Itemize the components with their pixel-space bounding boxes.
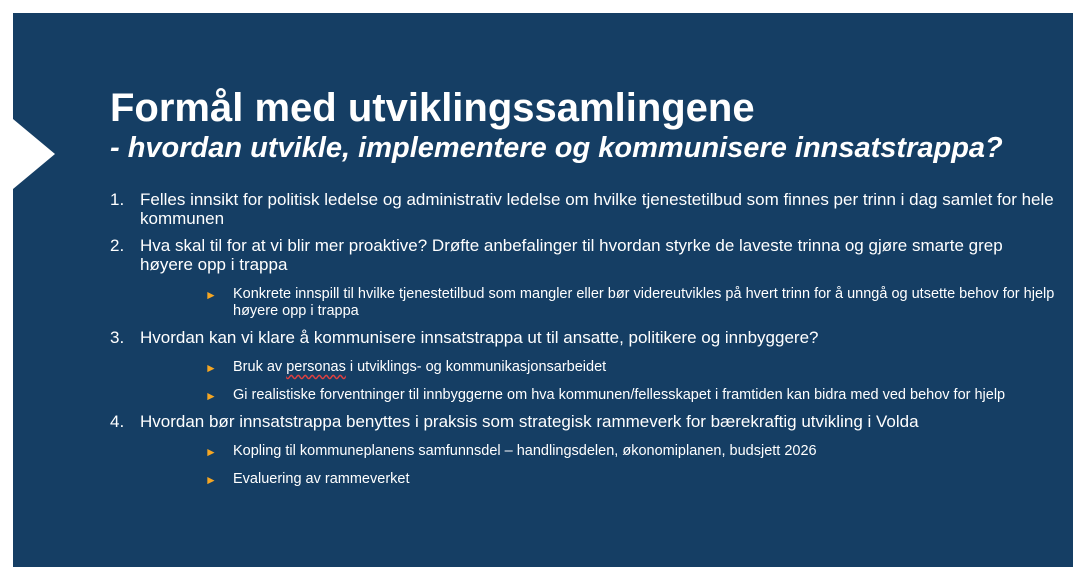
sub-list-item — [205, 286, 1060, 320]
slide-subtitle: - hvordan utvikle, implementere og kommunisere innsatstrappa? — [110, 132, 1003, 164]
sub-list-item — [205, 387, 1060, 404]
sub-list-item — [205, 443, 1060, 460]
sub-list — [140, 359, 1060, 404]
list-item — [110, 236, 1060, 320]
triangle-right-icon: ► — [205, 389, 217, 403]
item-text: Hvordan bør innsatstrappa benyttes i praksis som strategisk rammeverk for bærekraftig utvikling i Volda — [140, 412, 919, 431]
sub-item-text: Konkrete innspill til hvilke tjenestetilbud som mangler eller bør videreutvikles på hvert trinn for å unngå og utsette behov for hjelp høyere opp i trappa — [233, 286, 1055, 319]
triangle-right-icon: ► — [205, 361, 217, 375]
item-number: 1. — [110, 190, 125, 209]
slide-title: Formål med utviklingssamlingene — [110, 86, 755, 130]
triangle-right-icon: ► — [205, 288, 217, 302]
sub-item-text: Bruk av personas i utviklings- og kommunikasjonsarbeidet — [233, 359, 607, 375]
slide — [13, 13, 1073, 567]
sub-list — [140, 286, 1060, 320]
sub-item-text: Gi realistiske forventninger til innbyggerne om hva kommunen/fellesskapet i framtiden kan bidra med ved behov for hjelp — [233, 387, 1006, 403]
triangle-right-icon: ► — [205, 473, 217, 487]
list-item — [110, 190, 1060, 228]
sub-list — [140, 443, 1060, 488]
item-number: 4. — [110, 412, 125, 431]
numbered-list — [110, 190, 1060, 496]
sub-item-text: Evaluering av rammeverket — [233, 471, 410, 487]
sub-list-item — [205, 359, 1060, 376]
list-item — [110, 412, 1060, 488]
chevron-right-icon — [13, 119, 55, 189]
item-number: 3. — [110, 328, 125, 347]
item-text: Felles innsikt for politisk ledelse og administrativ ledelse om hvilke tjenestetilbud som finnes per trinn i dag samlet for hele kommunen — [140, 190, 1054, 228]
sub-list-item — [205, 471, 1060, 488]
sub-item-text: Kopling til kommuneplanens samfunnsdel – handlingsdelen, økonomiplanen, budsjett 2026 — [233, 443, 817, 459]
spellcheck-word: personas — [286, 359, 346, 375]
item-text: Hva skal til for at vi blir mer proaktive? Drøfte anbefalinger til hvordan styrke de laveste trinna og gjøre smarte grep høyere opp i trappa — [140, 236, 1003, 274]
triangle-right-icon: ► — [205, 445, 217, 459]
item-number: 2. — [110, 236, 125, 255]
item-text: Hvordan kan vi klare å kommunisere innsatstrappa ut til ansatte, politikere og innbyggere? — [140, 328, 819, 347]
list-item — [110, 328, 1060, 404]
